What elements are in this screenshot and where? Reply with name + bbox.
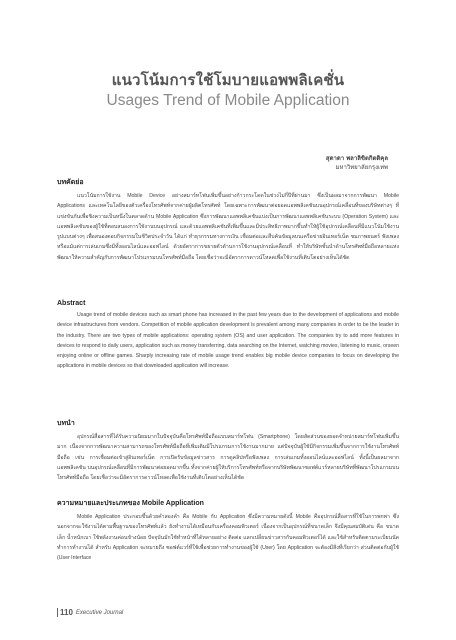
introduction-heading: บทนำ xyxy=(57,420,75,427)
meaning-heading: ความหมายและประเภทของ Mobile Application xyxy=(57,500,204,507)
thai-abstract-text: แนวโน้มการใช้งาน Mobile Device อย่างสมาร์ทโฟนเพิ่มขึ้นอย่างก้าวกระโดดในช่วงไม่กี่ปีที่ผ่านมา ซึ่งเป็นผลมาจากการพัฒนา Mobile Applications และเทคโนโลยีของตัวเครื่องโทรศัพท์จากค่ายผู้ผลิตโทรศัพท์ โดยเฉพาะการพัฒนาต่อยอดแอพพลิเคชันบนอุปกรณ์เคลื่อนที่ของบริษัทต่างๆ ที่แข่งขันกันเพื่อชิงความเป็นหนึ่งในตลาดด้าน Mobile Application ซึ่งการพัฒนาแอพพลิเคชันแบ่งเป็นการพัฒนาแอพพลิเคชันระบบ (Operation System) และแอพพลิเคชันของผู้ใช้ที่ตอบสนองการใช้งานบนอุปกรณ์ และด้วยแอพพลิเคชันที่เพิ่มขึ้นและมีประสิทธิภาพมากขึ้นทำให้ผู้ใช้อุปกรณ์เคลื่อนที่มีแนวโน้มใช้งานรูปแบบต่างๆ เพื่อสนองตอบกิจกรรมในชีวิตประจำวัน ได้แก่ ทำธุรกรรมทางการเงิน เชื่อมต่อและสืบค้นข้อมูลบนเครือข่ายอินเทอร์เน็ต ชมภาพยนตร์ ฟังเพลง หรือแม้แต่การเล่นเกมซึ่งมีทั้งออนไลน์และออฟไลน์ ด้วยอัตราการขยายตัวด้านการใช้งานอุปกรณ์เคลื่อนที่ ทำให้บริษัทชั้นนำด้านโทรศัพท์มือถือหลายแห่งพัฒนาให้ความสำคัญกับการพัฒนาโปรแกรมบนโทรศัพท์มือถือ โดยเชื่อว่าจะมีอัตราการดาวน์โหลดเพื่อใช้งานที่เติบโตอย่างเห็นได้ชัด xyxy=(57,193,399,261)
page-footer xyxy=(57,608,123,617)
author-affiliation: มหาวิทยาลัยกรุงเทพ xyxy=(335,164,388,171)
author-block xyxy=(326,154,388,172)
journal-name: Executive Journal xyxy=(75,609,124,616)
english-abstract-section xyxy=(57,300,399,372)
thai-abstract-section xyxy=(57,177,399,263)
english-abstract-text: Usage trend of mobile devices such as smart phone has increased in the past few years due to the development of applications and mobile device infrastructures from vendors. Competition of mobile application development is prevalent among many companies in order to be the leader in the industry. There are two types of mobile applications: operating system (OS) and user application. The companies try to add more features in devices to respond to daily users, application such as money transferring, data searching on the Internet, watching movies, listening to music, orseen enjoying online or offline games. Sharply increasing rate of mobile usage trend enables big mobile device companies to focus on developing the applications in mobile devices so that downloaded application will increase. xyxy=(57,312,399,370)
thai-title: แนวโน้มการใช้โมบายแอพพลิเคชั่น xyxy=(111,71,345,89)
meaning-section xyxy=(57,498,399,563)
meaning-text: Mobile Application ประกอบขึ้นด้วยคำสองคำ คือ Mobile กับ Application ซึ่งมีความหมายดังนี้ Mobile คืออุปกรณ์สื่อสารที่ใช้ในการพกพา ซึ่งนอกจากจะใช้งานได้ตามพื้นฐานของโทรศัพท์แล้ว ยังทำงานได้เหมือนกับเครื่องคอมพิวเตอร์ เนื่องจากเป็นอุปกรณ์ที่ขนาดเล็ก จึงมีคุณสมบัติเด่น คือ ขนาดเล็ก น้ำหนักเบา ใช้พลังงานค่อนข้างน้อย ปัจจุบันมักใช้ทำหน้าที่ได้หลายอย่าง ติดต่อ แลกเปลี่ยนข่าวสารกับคอมพิวเตอร์ได้ และใช้สำหรับติดตามระเบียนนัดทำการทำงานได้ สำหรับ Application จะหมายถึง ซอฟต์แวร์ที่ใช้เพื่อช่วยการทำงานของผู้ใช้ (User) โดย Application จะต้องมีสิ่งที่เรียกว่า ส่วนติดต่อกับผู้ใช้ (User Interface xyxy=(57,514,399,562)
author-name: สุดาดา พลาลิขิตกิตติคุล xyxy=(325,155,388,162)
page-number: 110 xyxy=(57,608,73,617)
english-abstract-heading: Abstract xyxy=(57,300,86,307)
thai-abstract-heading: บทคัดย่อ xyxy=(57,179,84,186)
introduction-section xyxy=(57,418,399,483)
english-title: Usages Trend of Mobile Application xyxy=(106,92,350,109)
introduction-text: อุปกรณ์สื่อสารที่ได้รับความนิยมมากในปัจจุบันคือโทรศัพท์มือถือแบบสมาร์ทโฟน (Smartphone) โดยสัดส่วนของยอดจำหน่ายสมาร์ทโฟนเพิ่มขึ้นมาก เนื่องจากการพัฒนาความสามารถของโทรศัพท์มือถือที่เพิ่มเติมมีโปรแกรมการใช้งานมากมาย แต่ปัจจุบันผู้ใช้มีกิจกรรมเพิ่มขึ้นจากการใช้งานโทรศัพท์มือถือ เช่น การเชื่อมต่อเข้าสู่อินเทอร์เน็ต การเปิดรับข้อมูลข่าวสาร การดูคลิปหรือฟังเพลง การเล่นเกมทั้งออนไลน์และออฟไลน์ ทั้งนี้เป็นผลมาจากแอพพลิเคชัน บนอุปกรณ์เคลื่อนที่มีการพัฒนาต่อยอดมากขึ้น ทั้งจากค่ายผู้ให้บริการโทรศัพท์หรือจากบริษัทพัฒนาซอฟต์แวร์หลายบริษัทที่พัฒนาโปรแกรมบนโทรศัพท์มือถือ โดยเชื่อว่าจะมีอัตราการดาวน์โหลดเพื่อใช้งานที่เติบโตอย่างเห็นได้ชัด xyxy=(57,434,399,482)
